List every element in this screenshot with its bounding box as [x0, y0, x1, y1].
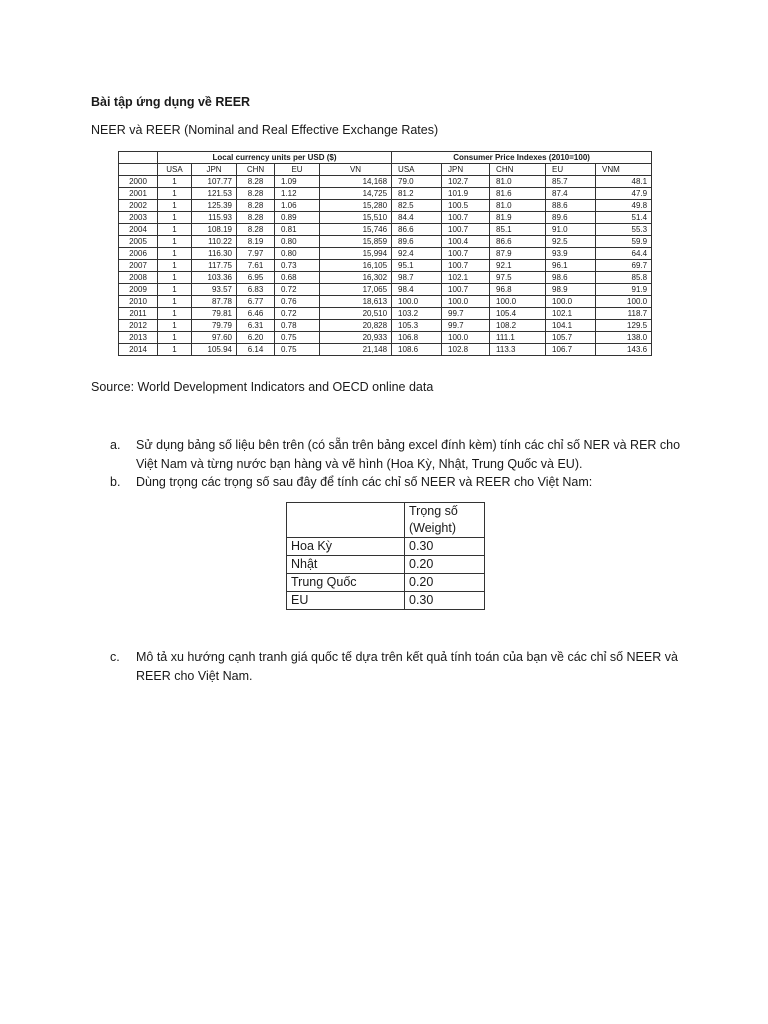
cpi-col-header: EU: [546, 164, 596, 176]
local-value-cell: 18,613: [320, 296, 392, 308]
task-c: [110, 648, 690, 686]
year-cell: 2000: [119, 176, 158, 188]
cpi-value-cell: 51.4: [596, 212, 652, 224]
local-value-cell: 6.77: [237, 296, 275, 308]
cpi-value-cell: 118.7: [596, 308, 652, 320]
cpi-value-cell: 104.1: [546, 320, 596, 332]
cpi-value-cell: 91.0: [546, 224, 596, 236]
year-cell: 2001: [119, 188, 158, 200]
local-value-cell: 1.12: [275, 188, 320, 200]
local-value-cell: 115.93: [192, 212, 237, 224]
year-cell: 2003: [119, 212, 158, 224]
cpi-col-header: USA: [392, 164, 442, 176]
local-value-cell: 1: [158, 284, 192, 296]
cpi-value-cell: 105.4: [490, 308, 546, 320]
cpi-value-cell: 92.5: [546, 236, 596, 248]
cpi-value-cell: 103.2: [392, 308, 442, 320]
local-value-cell: 1.06: [275, 200, 320, 212]
local-value-cell: 1: [158, 344, 192, 356]
weights-corner-cell: [287, 503, 405, 538]
cpi-value-cell: 48.1: [596, 176, 652, 188]
cpi-value-cell: 108.2: [490, 320, 546, 332]
table-row: [119, 332, 652, 344]
cpi-value-cell: 87.9: [490, 248, 546, 260]
table-row: [119, 320, 652, 332]
weights-row: [287, 574, 485, 592]
weights-country-cell: Hoa Kỳ: [287, 538, 405, 556]
local-value-cell: 20,510: [320, 308, 392, 320]
weights-country-cell: Trung Quốc: [287, 574, 405, 592]
local-value-cell: 1: [158, 308, 192, 320]
local-col-header: EU: [275, 164, 320, 176]
local-value-cell: 0.73: [275, 260, 320, 272]
local-value-cell: 15,510: [320, 212, 392, 224]
cpi-col-header: CHN: [490, 164, 546, 176]
table-row: [119, 284, 652, 296]
local-value-cell: 87.78: [192, 296, 237, 308]
year-cell: 2014: [119, 344, 158, 356]
table-row: [119, 200, 652, 212]
local-col-header: JPN: [192, 164, 237, 176]
local-value-cell: 8.28: [237, 224, 275, 236]
cpi-value-cell: 129.5: [596, 320, 652, 332]
local-value-cell: 125.39: [192, 200, 237, 212]
task-a-text: Sử dụng bảng số liệu bên trên (có sẵn trên bảng excel đính kèm) tính các chỉ số NER và RER cho Việt Nam và từng nước bạn hàng và vẽ hình (Hoa Kỳ, Nhật, Trung Quốc và EU).: [136, 438, 681, 471]
table-row: [119, 296, 652, 308]
cpi-value-cell: 106.7: [546, 344, 596, 356]
local-value-cell: 15,746: [320, 224, 392, 236]
local-value-cell: 8.28: [237, 188, 275, 200]
cpi-value-cell: 92.4: [392, 248, 442, 260]
cpi-value-cell: 49.8: [596, 200, 652, 212]
cpi-value-cell: 100.0: [546, 296, 596, 308]
local-value-cell: 0.89: [275, 212, 320, 224]
local-col-header: USA: [158, 164, 192, 176]
task-c-marker: c.: [110, 650, 120, 664]
weights-row: [287, 592, 485, 610]
cpi-value-cell: 105.3: [392, 320, 442, 332]
page-title: Bài tập ứng dụng về REER: [91, 95, 251, 109]
year-cell: 2007: [119, 260, 158, 272]
cpi-value-cell: 100.7: [442, 212, 490, 224]
cpi-value-cell: 108.6: [392, 344, 442, 356]
cpi-value-cell: 81.6: [490, 188, 546, 200]
cpi-value-cell: 102.8: [442, 344, 490, 356]
weights-header-row: [287, 503, 485, 538]
local-value-cell: 6.83: [237, 284, 275, 296]
local-value-cell: 0.80: [275, 236, 320, 248]
cpi-value-cell: 59.9: [596, 236, 652, 248]
local-value-cell: 6.31: [237, 320, 275, 332]
cpi-value-cell: 113.3: [490, 344, 546, 356]
local-value-cell: 0.75: [275, 332, 320, 344]
local-value-cell: 110.22: [192, 236, 237, 248]
cpi-value-cell: 102.1: [546, 308, 596, 320]
cpi-value-cell: 100.0: [442, 332, 490, 344]
year-cell: 2011: [119, 308, 158, 320]
cpi-value-cell: 100.7: [442, 260, 490, 272]
year-cell: 2012: [119, 320, 158, 332]
local-value-cell: 107.77: [192, 176, 237, 188]
cpi-value-cell: 64.4: [596, 248, 652, 260]
cpi-value-cell: 95.1: [392, 260, 442, 272]
local-value-cell: 8.28: [237, 176, 275, 188]
year-cell: 2008: [119, 272, 158, 284]
cpi-value-cell: 86.6: [392, 224, 442, 236]
weights-value-cell: 0.30: [405, 592, 485, 610]
local-value-cell: 1: [158, 296, 192, 308]
table-row: [119, 248, 652, 260]
cpi-value-cell: 105.7: [546, 332, 596, 344]
local-value-cell: 16,105: [320, 260, 392, 272]
local-value-cell: 21,148: [320, 344, 392, 356]
year-header-cell: [119, 164, 158, 176]
cpi-value-cell: 98.7: [392, 272, 442, 284]
cpi-value-cell: 102.7: [442, 176, 490, 188]
cpi-value-cell: 99.7: [442, 308, 490, 320]
cpi-value-cell: 47.9: [596, 188, 652, 200]
cpi-value-cell: 84.4: [392, 212, 442, 224]
table-row: [119, 260, 652, 272]
local-value-cell: 1: [158, 176, 192, 188]
cpi-value-cell: 111.1: [490, 332, 546, 344]
weights-value-cell: 0.30: [405, 538, 485, 556]
local-value-cell: 1: [158, 188, 192, 200]
local-value-cell: 1: [158, 224, 192, 236]
cpi-col-header: VNM: [596, 164, 652, 176]
local-value-cell: 1.09: [275, 176, 320, 188]
local-value-cell: 0.78: [275, 320, 320, 332]
cpi-group-header: Consumer Price Indexes (2010=100): [392, 152, 652, 164]
cpi-value-cell: 86.6: [490, 236, 546, 248]
weights-value-cell: 0.20: [405, 574, 485, 592]
local-value-cell: 117.75: [192, 260, 237, 272]
task-b-text: Dùng trọng các trọng số sau đây để tính các chỉ số NEER và REER cho Việt Nam:: [136, 475, 593, 489]
source-note: Source: World Development Indicators and OECD online data: [91, 380, 434, 394]
local-value-cell: 6.46: [237, 308, 275, 320]
local-value-cell: 0.72: [275, 308, 320, 320]
table-column-header-row: [119, 164, 652, 176]
local-value-cell: 121.53: [192, 188, 237, 200]
local-value-cell: 8.28: [237, 212, 275, 224]
cpi-value-cell: 138.0: [596, 332, 652, 344]
local-value-cell: 15,280: [320, 200, 392, 212]
year-cell: 2013: [119, 332, 158, 344]
local-value-cell: 0.72: [275, 284, 320, 296]
cpi-value-cell: 85.7: [546, 176, 596, 188]
table-group-header-row: [119, 152, 652, 164]
table-row: [119, 344, 652, 356]
local-value-cell: 1: [158, 212, 192, 224]
weights-value-cell: 0.20: [405, 556, 485, 574]
task-a-marker: a.: [110, 438, 121, 452]
weights-row: [287, 556, 485, 574]
weights-country-cell: Nhật: [287, 556, 405, 574]
local-value-cell: 0.81: [275, 224, 320, 236]
cpi-value-cell: 98.6: [546, 272, 596, 284]
local-value-cell: 7.97: [237, 248, 275, 260]
local-value-cell: 105.94: [192, 344, 237, 356]
cpi-value-cell: 100.0: [442, 296, 490, 308]
year-cell: 2002: [119, 200, 158, 212]
cpi-value-cell: 91.9: [596, 284, 652, 296]
cpi-value-cell: 100.0: [490, 296, 546, 308]
local-value-cell: 20,828: [320, 320, 392, 332]
cpi-value-cell: 81.0: [490, 200, 546, 212]
local-value-cell: 8.19: [237, 236, 275, 248]
cpi-value-cell: 96.1: [546, 260, 596, 272]
cpi-value-cell: 106.8: [392, 332, 442, 344]
local-value-cell: 0.76: [275, 296, 320, 308]
year-cell: 2010: [119, 296, 158, 308]
cpi-value-cell: 101.9: [442, 188, 490, 200]
cpi-value-cell: 100.5: [442, 200, 490, 212]
local-value-cell: 0.80: [275, 248, 320, 260]
local-value-cell: 103.36: [192, 272, 237, 284]
cpi-value-cell: 93.9: [546, 248, 596, 260]
local-value-cell: 16,302: [320, 272, 392, 284]
local-value-cell: 108.19: [192, 224, 237, 236]
cpi-value-cell: 102.1: [442, 272, 490, 284]
local-value-cell: 14,725: [320, 188, 392, 200]
local-value-cell: 1: [158, 272, 192, 284]
cpi-value-cell: 97.5: [490, 272, 546, 284]
cpi-value-cell: 100.0: [596, 296, 652, 308]
cpi-value-cell: 81.0: [490, 176, 546, 188]
cpi-value-cell: 81.9: [490, 212, 546, 224]
local-value-cell: 20,933: [320, 332, 392, 344]
task-b: [110, 473, 690, 492]
local-value-cell: 7.61: [237, 260, 275, 272]
weights-row: [287, 538, 485, 556]
cpi-value-cell: 88.6: [546, 200, 596, 212]
cpi-value-cell: 87.4: [546, 188, 596, 200]
table-row: [119, 212, 652, 224]
local-value-cell: 0.68: [275, 272, 320, 284]
cpi-value-cell: 69.7: [596, 260, 652, 272]
table-corner-cell: [119, 152, 158, 164]
cpi-value-cell: 85.1: [490, 224, 546, 236]
table-row: [119, 224, 652, 236]
cpi-col-header: JPN: [442, 164, 490, 176]
cpi-value-cell: 100.7: [442, 284, 490, 296]
cpi-value-cell: 89.6: [546, 212, 596, 224]
local-value-cell: 0.75: [275, 344, 320, 356]
task-b-marker: b.: [110, 475, 121, 489]
local-value-cell: 17,065: [320, 284, 392, 296]
cpi-value-cell: 99.7: [442, 320, 490, 332]
local-value-cell: 1: [158, 320, 192, 332]
local-value-cell: 1: [158, 332, 192, 344]
page-subtitle: NEER và REER (Nominal and Real Effective Exchange Rates): [91, 123, 439, 137]
local-value-cell: 15,994: [320, 248, 392, 260]
cpi-value-cell: 81.2: [392, 188, 442, 200]
cpi-value-cell: 96.8: [490, 284, 546, 296]
local-value-cell: 6.95: [237, 272, 275, 284]
cpi-value-cell: 79.0: [392, 176, 442, 188]
local-value-cell: 1: [158, 248, 192, 260]
local-col-header: VN: [320, 164, 392, 176]
table-row: [119, 236, 652, 248]
cpi-value-cell: 100.4: [442, 236, 490, 248]
local-currency-group-header: Local currency units per USD ($): [158, 152, 392, 164]
local-value-cell: 8.28: [237, 200, 275, 212]
weights-country-cell: EU: [287, 592, 405, 610]
local-value-cell: 116.30: [192, 248, 237, 260]
local-value-cell: 1: [158, 236, 192, 248]
local-value-cell: 79.81: [192, 308, 237, 320]
local-value-cell: 93.57: [192, 284, 237, 296]
local-value-cell: 79.79: [192, 320, 237, 332]
year-cell: 2006: [119, 248, 158, 260]
cpi-value-cell: 143.6: [596, 344, 652, 356]
local-value-cell: 14,168: [320, 176, 392, 188]
year-cell: 2009: [119, 284, 158, 296]
task-a: [110, 436, 690, 474]
task-c-text: Mô tả xu hướng cạnh tranh giá quốc tế dựa trên kết quả tính toán của bạn về các chỉ số NEER và REER cho Việt Nam.: [136, 650, 678, 683]
cpi-value-cell: 100.7: [442, 224, 490, 236]
local-value-cell: 1: [158, 200, 192, 212]
exchange-rate-cpi-table: [118, 151, 652, 356]
cpi-value-cell: 82.5: [392, 200, 442, 212]
table-row: [119, 188, 652, 200]
table-row: [119, 308, 652, 320]
cpi-value-cell: 85.8: [596, 272, 652, 284]
local-col-header: CHN: [237, 164, 275, 176]
weights-header: Trọng số (Weight): [405, 503, 485, 538]
weights-table: [286, 502, 485, 610]
cpi-value-cell: 98.4: [392, 284, 442, 296]
cpi-value-cell: 98.9: [546, 284, 596, 296]
table-row: [119, 176, 652, 188]
year-cell: 2004: [119, 224, 158, 236]
year-cell: 2005: [119, 236, 158, 248]
table-row: [119, 272, 652, 284]
cpi-value-cell: 100.0: [392, 296, 442, 308]
local-value-cell: 97.60: [192, 332, 237, 344]
local-value-cell: 15,859: [320, 236, 392, 248]
cpi-value-cell: 92.1: [490, 260, 546, 272]
local-value-cell: 6.20: [237, 332, 275, 344]
local-value-cell: 6.14: [237, 344, 275, 356]
cpi-value-cell: 89.6: [392, 236, 442, 248]
table-body: [119, 176, 652, 356]
local-value-cell: 1: [158, 260, 192, 272]
cpi-value-cell: 100.7: [442, 248, 490, 260]
cpi-value-cell: 55.3: [596, 224, 652, 236]
